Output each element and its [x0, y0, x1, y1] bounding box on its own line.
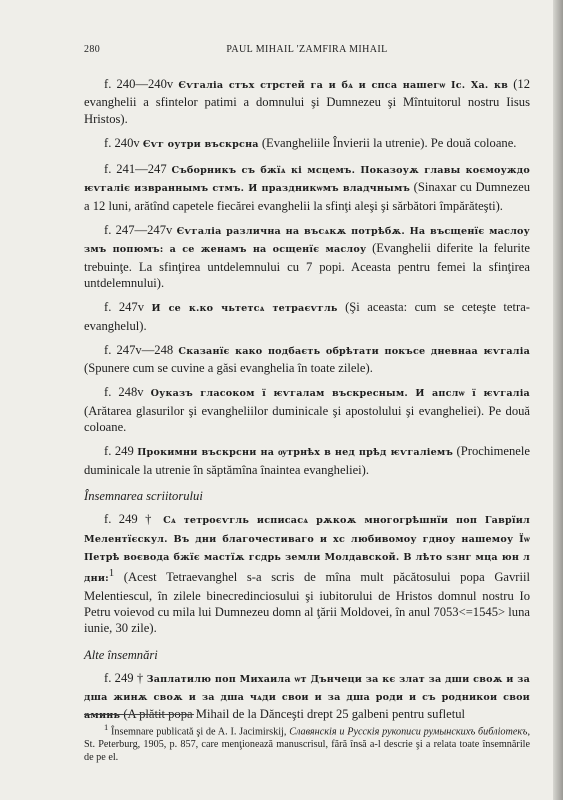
footnote [84, 721, 530, 764]
folio-ref: f. 241—247 [104, 162, 167, 177]
slavonic-text: И се к.ко чьтетсѧ тетраєѵгль [151, 303, 338, 315]
translation-text: (Evanghelii diferite la felurite trebuinţe. La sfinţirea untdelemnului cu 7 popi. Aceasta pentru femei la sfinţirea untdelemnului). [84, 241, 530, 290]
translation-text: (Spunere cum se cuvine a găsi evanghelia în toate zilele). [84, 361, 373, 376]
translation-text: (Sinaxar cu Dumnezeu a 12 luni, arătînd capetele fiecărei evanghelii la sfinţi aleşi şi sărbători împărăteşti). [84, 180, 531, 213]
folio-ref: f. 240—240v [104, 77, 174, 91]
footnote-slavonic-title: Славянскія и Русскія рукописи румынскихъ библіотекъ [289, 726, 528, 738]
slavonic-text: Сказанїє како подбаєть обрѣтати покъсе дневнаа ѥѵгаліа [178, 345, 531, 357]
folio-ref: f. 240v [104, 135, 140, 150]
catalog-entry [84, 135, 530, 153]
page-body [84, 76, 530, 733]
translation-text: (Evangheliile Învierii la utrenie). Pe două coloane. [258, 135, 517, 150]
catalog-entry [84, 384, 530, 435]
other-note [84, 670, 530, 725]
folio-ref: f. 249 [104, 512, 138, 527]
slavonic-text: Заплатилю поп Михаила ѡт Дънчеци за кє злат за дши своѫ и за дша жинѫ своѫ и за дша чѧди свои и за дша роди и съ родникои свои аминь [84, 673, 531, 722]
footnote-text: Însemnare publicată şi de A. I. Jacimirskij, [108, 726, 290, 738]
slavonic-text: Съборникъ съ бжїѧ кі мсцемъ. Показоуѫ главы коємоуждо ѥѵгаліє извраннымъ стмъ. И праздникѡмъ владчнымъ [84, 165, 530, 195]
catalog-entry [84, 222, 530, 291]
slavonic-text: Єѵгаліа различна на въсѧкѫ потрѣбѫ. На въсщенїє маслоу змъ попюмъ: а се женамъ на осщенїє маслоу [84, 226, 530, 256]
page-edge [553, 0, 563, 800]
catalog-entry [84, 342, 530, 377]
running-title: PAUL MIHAIL 'ZAMFIRA MIHAIL [226, 44, 388, 55]
translation-text: (A plătit popa Mihail de la Dănceşti drept 25 galbeni pentru sufletul [120, 707, 466, 722]
section-heading: Alte însemnări [84, 647, 158, 662]
folio-ref: f. 247v—248 [104, 342, 174, 357]
translation-text: (Arătarea glasurilor şi evangheliilor duminicale şi apostolului şi evangheliei). Pe două coloane. [84, 403, 530, 435]
folio-ref: f. 247—247v [104, 223, 173, 238]
catalog-entry [84, 443, 530, 478]
slavonic-text: Сѧ тетроєѵгль исписасѧ рѫкоѫ многогрѣшнїи поп Гаврїил Мелентїєскул. Въ дни благочестиваго и хс любивомоу гдноу нашемоу Їѡ Петрѣ воєвода бжїє мастїѫ гсдрь земли Молдавской. В лѣто ѕзнг мца юн л дни: [84, 515, 530, 585]
catalog-entry [84, 299, 530, 334]
footnote-divider [84, 714, 194, 715]
footnote-text: , St. Peterburg, 1905, p. 857, care menţionează manuscrisul, fără însă a-l descrie şi a relata toate însemnările de pe el. [84, 726, 530, 764]
dagger-mark: † [136, 670, 144, 685]
folio-ref: f. 248v [104, 385, 144, 400]
translation-text: (Prochimenele duminicale la utrenie în săptămîna înaintea evangheliei). [84, 444, 530, 477]
footnote-marker: 1 [108, 568, 115, 580]
dagger-mark: † [145, 512, 156, 527]
slavonic-text: Єѵг оутри въскрсна [142, 138, 259, 150]
page-number: 280 [84, 44, 101, 55]
folio-ref: f. 247v [104, 300, 145, 315]
slavonic-text: Єѵгаліа стъх стрстей га и бѧ и спса нашегѡ Іс. Ха. кв [178, 80, 509, 91]
scribe-note [84, 511, 530, 636]
slavonic-text: Оуказъ гласоком ї ѥѵгалам въскресным. И апслѡ ї ѥѵгаліа [150, 388, 530, 400]
translation-text: (Acest Tetraevanghel s-a scris de mîna mult păcătosului popa Gavriil Melentiescul, în zilele binecredinciosului şi iubitorului de Hristos domnul nostru Io Petru voievod cu mila lui Dumnezeu domn al ţării Moldovei, în anul 7053<=1545> luna iunie, 30 zile). [84, 570, 530, 636]
footnote-number: 1 [104, 722, 109, 732]
translation-text: (12 evanghelii a sfintelor patimi a domnului şi Dumnezeu şi Mîntuitorul nostru Iisus Hristos). [84, 77, 530, 126]
running-header [84, 44, 530, 60]
translation-text: (Şi aceasta: cum se ceteşte tetra-evanghelul). [84, 300, 531, 333]
catalog-entry [84, 76, 530, 127]
section-heading: Însemnarea scriitorului [84, 488, 203, 503]
slavonic-text: Прокимни въскрсни на ѹтрнѣх в нед прѣд ѥѵгаліемъ [137, 447, 454, 459]
folio-ref: f. 249 [104, 444, 134, 459]
catalog-entry [84, 161, 530, 214]
folio-ref: f. 249 [104, 670, 134, 685]
